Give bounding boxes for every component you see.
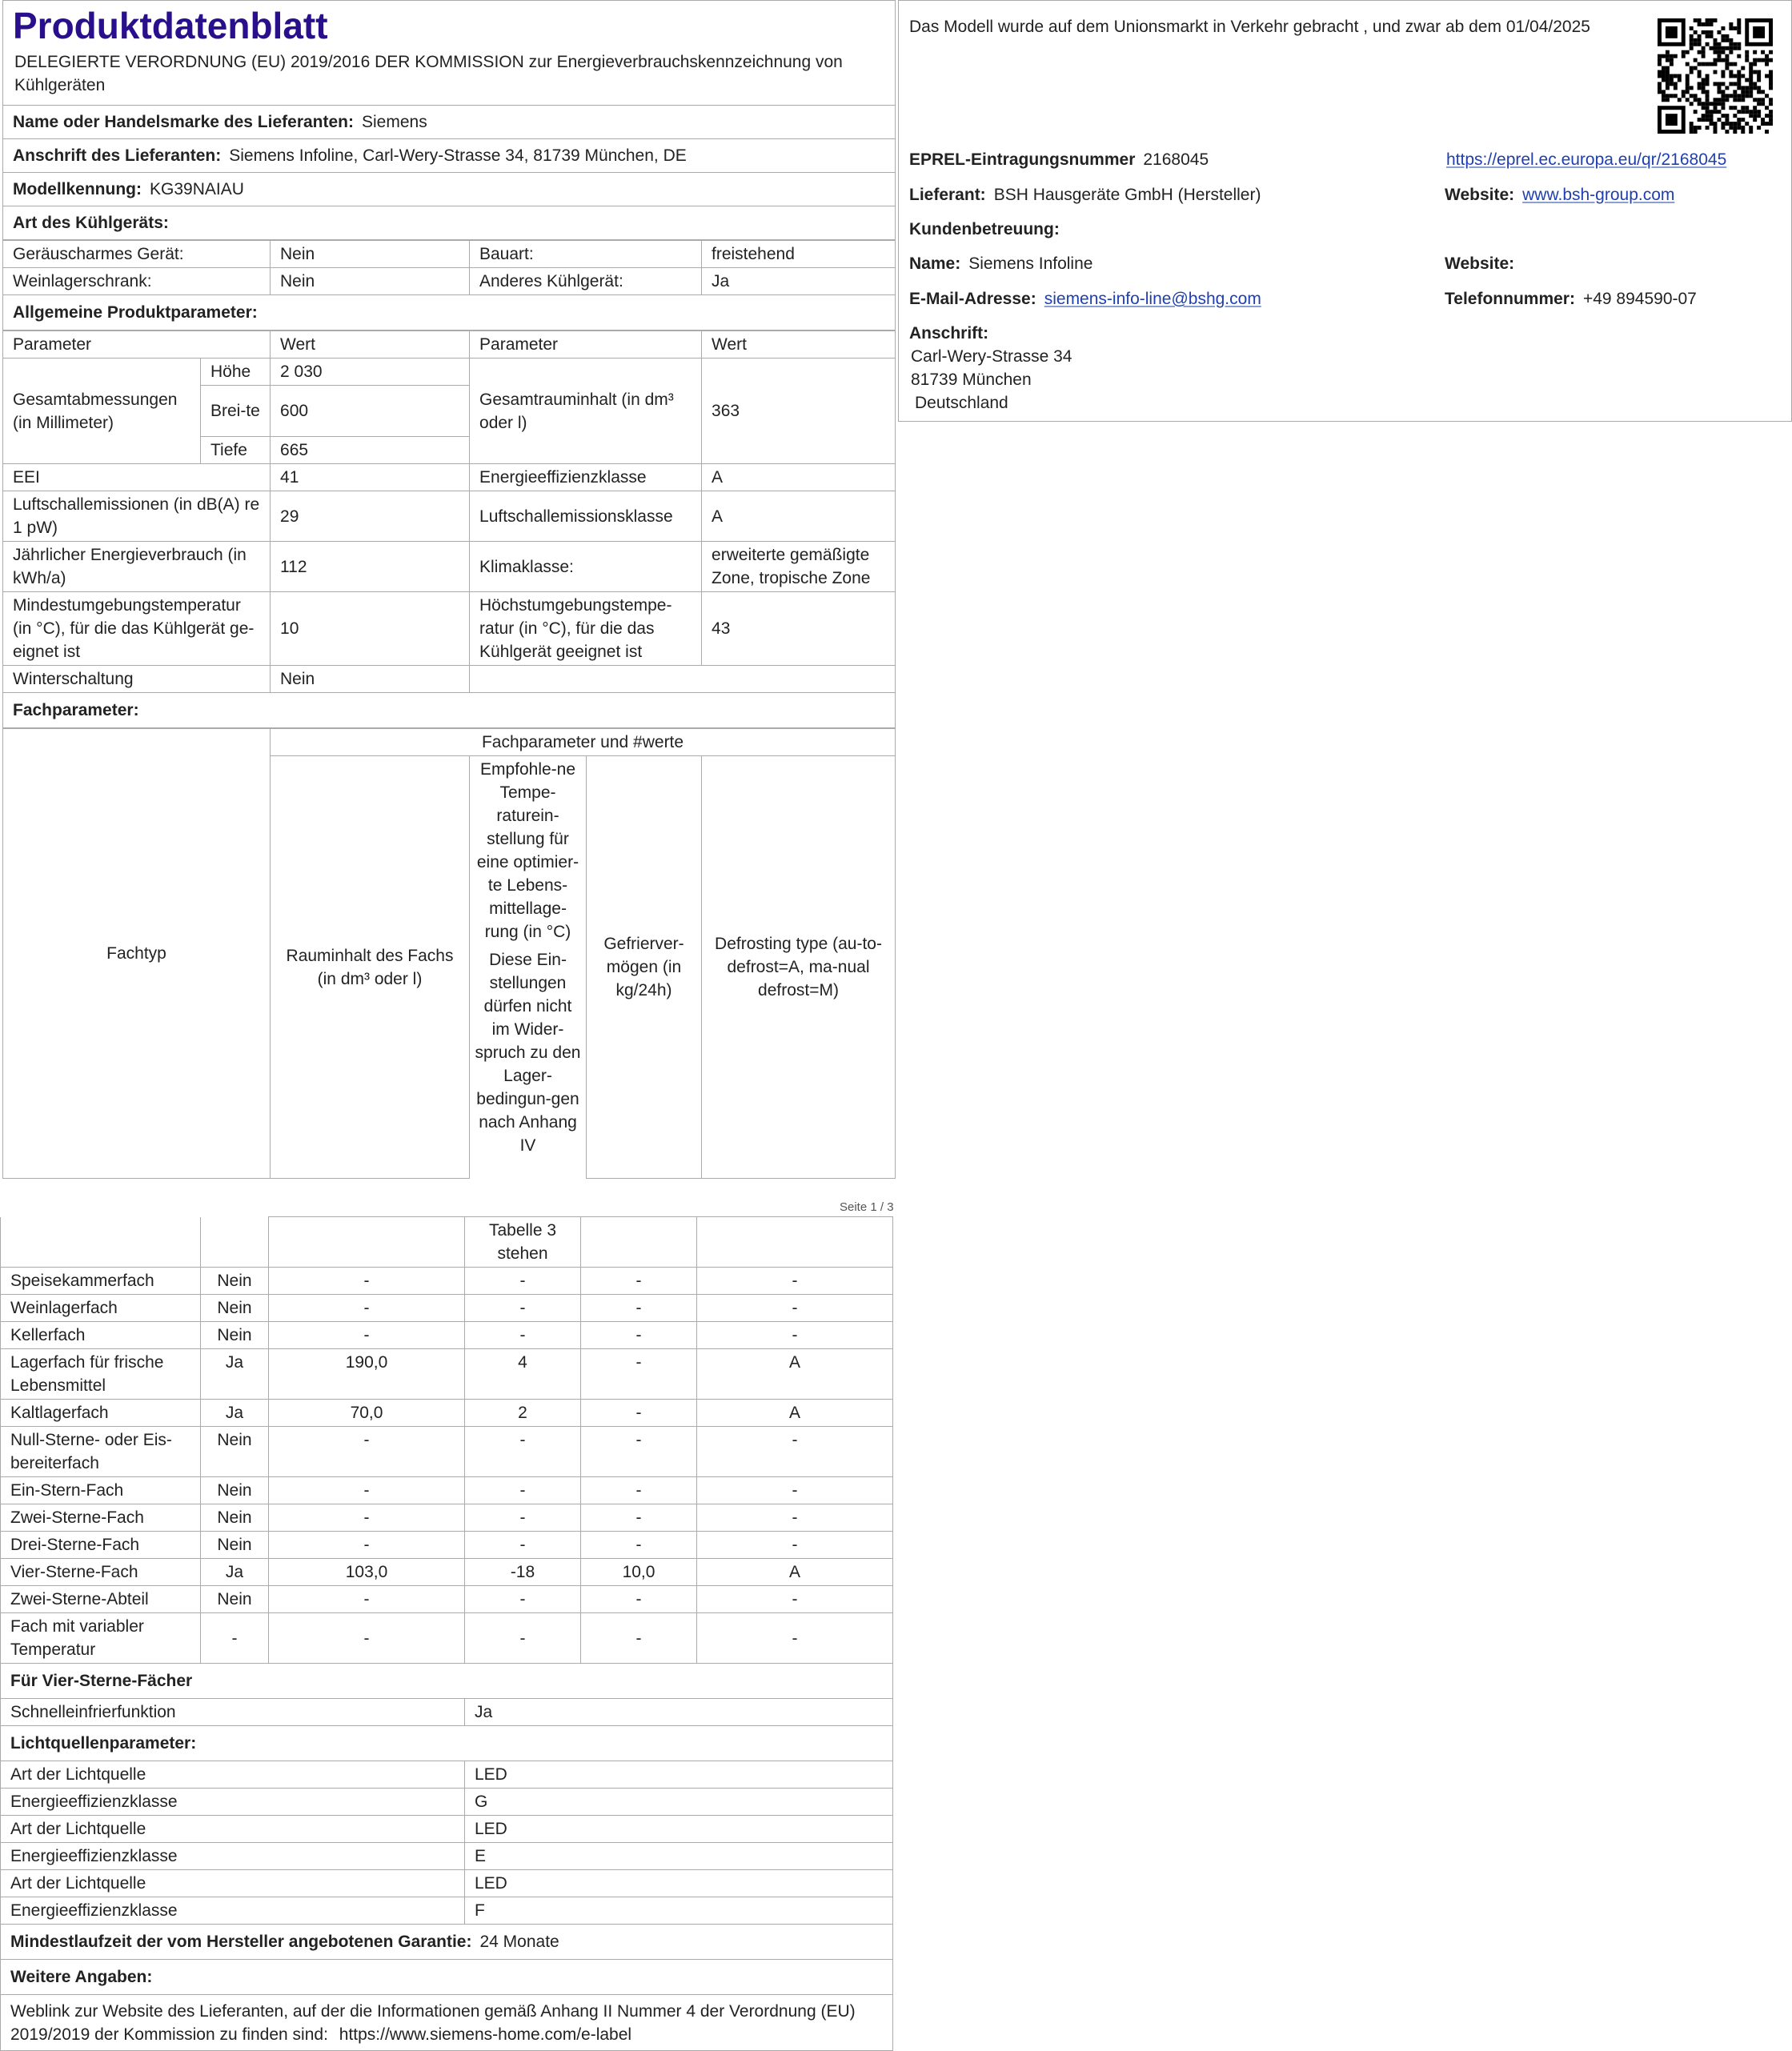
compartment-defrost: - <box>697 1295 893 1322</box>
compartment-present: Ja <box>201 1349 269 1400</box>
compartment-row <box>1 1504 893 1532</box>
energy-class-label: Energieeffizienzklasse <box>470 464 702 491</box>
compartment-defrost: - <box>697 1268 893 1295</box>
noise-value: 29 <box>271 491 470 542</box>
fast-freeze-label: Schnelleinfrierfunktion <box>1 1699 465 1726</box>
total-volume-label: Gesamtrauminhalt (in dm³ oder l) <box>470 359 702 464</box>
further-info-text: Weblink zur Website des Lieferanten, auf der die Informationen gemäß Anhang II Nummer 4 der Verordnung (EU) 2019/2019 der Kommission zu finden sind: <box>10 2001 856 2044</box>
compartment-freezing: - <box>581 1477 697 1504</box>
col-recommended-temp-c: Tabelle 3 stehen <box>465 1217 581 1268</box>
max-temp-label: Höchstumgebungstempe-ratur (in °C), für die das Kühlgerät geeignet ist <box>470 592 702 666</box>
compartment-volume: - <box>269 1477 465 1504</box>
compartment-volume: 190,0 <box>269 1349 465 1400</box>
compartment-name: Vier-Sterne-Fach <box>1 1559 201 1586</box>
regulation-text: DELEGIERTE VERORDNUNG (EU) 2019/2016 DER KOMMISSION zur Energieverbrauchskennzeichnung von Kühlgeräten <box>14 53 843 94</box>
further-info-heading: Weitere Angaben: <box>1 1960 893 1995</box>
compartment-freezing: - <box>581 1295 697 1322</box>
compartment-temp: - <box>465 1586 581 1613</box>
compartment-rows <box>1 1268 893 1664</box>
compartment-temp: - <box>465 1532 581 1559</box>
supplier-name: Siemens <box>362 113 427 131</box>
compartment-freezing: - <box>581 1268 697 1295</box>
design-label: Bauart: <box>470 241 702 268</box>
light-rows <box>1 1761 893 1925</box>
compartment-volume: - <box>269 1532 465 1559</box>
width-value: 600 <box>271 386 470 437</box>
col-defrost-type: Defrosting type (au-to-defrost=A, ma-nual defrost=M) <box>702 756 896 1179</box>
email-link[interactable]: siemens-info-line@bshg.com <box>1044 290 1261 308</box>
service-name-label: Name: <box>909 254 961 273</box>
light-row <box>1 1761 893 1789</box>
compartment-temp: -18 <box>465 1559 581 1586</box>
eprel-number: 2168045 <box>1143 150 1209 169</box>
noise-class-label: Luftschallemissionsklasse <box>470 491 702 542</box>
compartment-name: Fach mit variabler Temperatur <box>1 1613 201 1664</box>
light-param-label: Art der Lichtquelle <box>1 1761 465 1789</box>
compartment-defrost: - <box>697 1427 893 1477</box>
address-line-1: Carl-Wery-Strasse 34 <box>911 347 1072 366</box>
low-noise-label: Geräuscharmes Gerät: <box>3 241 271 268</box>
compartment-volume: - <box>269 1322 465 1349</box>
winter-switch-label: Winterschaltung <box>3 666 271 693</box>
compartment-row <box>1 1295 893 1322</box>
compartment-volume: - <box>269 1586 465 1613</box>
compartment-defrost: - <box>697 1586 893 1613</box>
compartment-row <box>1 1268 893 1295</box>
light-row <box>1 1897 893 1925</box>
header-table <box>2 0 896 240</box>
appliance-type-heading: Art des Kühlgeräts: <box>3 206 896 240</box>
light-param-label: Energieeffizienzklasse <box>1 1789 465 1816</box>
dimensions-label: Gesamtabmessungen (in Millimeter) <box>3 359 201 464</box>
light-row <box>1 1789 893 1816</box>
website-link[interactable]: www.bsh-group.com <box>1522 186 1675 204</box>
compartment-present: Ja <box>201 1400 269 1427</box>
compartment-row <box>1 1586 893 1613</box>
compartment-temp: - <box>465 1427 581 1477</box>
compartment-volume: - <box>269 1295 465 1322</box>
noise-label: Luftschallemissionen (in dB(A) re 1 pW) <box>3 491 271 542</box>
compartment-row <box>1 1427 893 1477</box>
light-param-value: LED <box>465 1816 893 1843</box>
compartment-name: Lagerfach für frische Lebensmittel <box>1 1349 201 1400</box>
email-label: E-Mail-Adresse: <box>909 290 1036 308</box>
compartment-name: Kaltlagerfach <box>1 1400 201 1427</box>
compartment-present: Nein <box>201 1504 269 1532</box>
service-name: Siemens Infoline <box>968 254 1093 273</box>
other-appliance-label: Anderes Kühlgerät: <box>470 268 702 295</box>
four-star-heading: Für Vier-Sterne-Fächer <box>1 1664 893 1699</box>
compartment-defrost: - <box>697 1477 893 1504</box>
height-label: Höhe <box>201 359 271 386</box>
compartment-temp: - <box>465 1322 581 1349</box>
eei-value: 41 <box>271 464 470 491</box>
col-value: Wert <box>271 331 470 359</box>
min-temp-label: Mindestumgebungstemperatur (in °C), für die das Kühlgerät ge-eignet ist <box>3 592 271 666</box>
compartment-present: Nein <box>201 1295 269 1322</box>
compartment-temp: - <box>465 1613 581 1664</box>
warranty-value: 24 Monate <box>479 1933 559 1951</box>
width-label: Brei-te <box>201 386 271 437</box>
compartment-freezing: - <box>581 1532 697 1559</box>
compartment-row <box>1 1322 893 1349</box>
compartment-volume: - <box>269 1427 465 1477</box>
compartment-present: Nein <box>201 1427 269 1477</box>
compartment-freezing: - <box>581 1349 697 1400</box>
compartment-temp: - <box>465 1477 581 1504</box>
design-value: freistehend <box>702 241 896 268</box>
light-row <box>1 1816 893 1843</box>
warranty-label: Mindestlaufzeit der vom Hersteller angebotenen Garantie: <box>10 1933 472 1951</box>
manufacturer-name: BSH Hausgeräte GmbH (Hersteller) <box>993 186 1261 204</box>
empty-cell <box>201 1217 269 1268</box>
col-compartment-type: Fachtyp <box>3 729 271 1179</box>
compartment-table <box>0 1216 893 2051</box>
page-title: Produktdatenblatt <box>13 5 328 46</box>
address-line-3: Deutschland <box>915 394 1008 412</box>
empty-cell <box>697 1217 893 1268</box>
qr-code-icon[interactable] <box>1658 18 1773 134</box>
compartment-freezing: - <box>581 1427 697 1477</box>
compartment-row <box>1 1559 893 1586</box>
light-param-value: F <box>465 1897 893 1925</box>
low-noise-value: Nein <box>271 241 470 268</box>
wine-cabinet-label: Weinlagerschrank: <box>3 268 271 295</box>
compartment-present: Nein <box>201 1322 269 1349</box>
phone-label: Telefonnummer: <box>1445 290 1575 308</box>
datasheet-page-2 <box>0 1216 892 2051</box>
compartment-row <box>1 1613 893 1664</box>
wine-cabinet-value: Nein <box>271 268 470 295</box>
light-param-label: Energieeffizienzklasse <box>1 1897 465 1925</box>
compartment-freezing: - <box>581 1613 697 1664</box>
compartment-freezing: - <box>581 1586 697 1613</box>
depth-value: 665 <box>271 437 470 464</box>
col-volume: Rauminhalt des Fachs (in dm³ oder l) <box>271 756 470 1179</box>
compartment-present: Nein <box>201 1532 269 1559</box>
empty-cell <box>581 1217 697 1268</box>
model-label: Modellkennung: <box>13 180 142 198</box>
compartment-name: Weinlagerfach <box>1 1295 201 1322</box>
compartment-name: Zwei-Sterne-Abteil <box>1 1586 201 1613</box>
eei-label: EEI <box>3 464 271 491</box>
fast-freeze-value: Ja <box>465 1699 893 1726</box>
compartment-row <box>1 1532 893 1559</box>
winter-switch-value: Nein <box>271 666 470 693</box>
energy-class-value: A <box>702 464 896 491</box>
col-freezing-capacity: Gefrierver-mögen (in kg/24h) <box>587 756 702 1179</box>
col-recommended-temp <box>470 756 587 1179</box>
height-value: 2 030 <box>271 359 470 386</box>
compartment-name: Speisekammerfach <box>1 1268 201 1295</box>
compartment-defrost: - <box>697 1322 893 1349</box>
eprel-link[interactable]: https://eprel.ec.europa.eu/qr/2168045 <box>1446 150 1727 169</box>
compartment-name: Kellerfach <box>1 1322 201 1349</box>
compartment-volume: - <box>269 1268 465 1295</box>
compartment-defrost: A <box>697 1559 893 1586</box>
empty-cell <box>470 666 896 693</box>
min-temp-value: 10 <box>271 592 470 666</box>
general-params-table <box>2 330 896 728</box>
compartment-temp: - <box>465 1295 581 1322</box>
compartment-row <box>1 1400 893 1427</box>
other-appliance-value: Ja <box>702 268 896 295</box>
service-website-label: Website: <box>1445 254 1515 273</box>
compartment-group-header: Fachparameter und #werte <box>271 729 896 756</box>
supplier-address-label: Anschrift des Lieferanten: <box>13 146 222 165</box>
compartment-temp: 4 <box>465 1349 581 1400</box>
market-date-text: Das Modell wurde auf dem Unionsmarkt in Verkehr gebracht , und zwar ab dem 01/04/2025 <box>909 18 1590 36</box>
col-recommended-temp-a: Empfohle-ne Tempe-raturein-stellung für eine optimier-te Lebens-mittellage-rung (in °C) <box>476 760 579 941</box>
compartment-volume: - <box>269 1613 465 1664</box>
compartment-row <box>1 1477 893 1504</box>
address-heading: Anschrift: <box>909 324 989 343</box>
compartment-defrost: - <box>697 1613 893 1664</box>
compartment-freezing: - <box>581 1322 697 1349</box>
compartment-row <box>1 1349 893 1400</box>
climate-class-label: Klimaklasse: <box>470 542 702 592</box>
compartment-present: Nein <box>201 1477 269 1504</box>
noise-class-value: A <box>702 491 896 542</box>
climate-class-value: erweiterte gemäßigte Zone, tropische Zone <box>702 542 896 592</box>
compartment-freezing: - <box>581 1504 697 1532</box>
compartment-present: Nein <box>201 1268 269 1295</box>
compartment-present: - <box>201 1613 269 1664</box>
compartment-temp: - <box>465 1268 581 1295</box>
compartment-temp: 2 <box>465 1400 581 1427</box>
energy-consumption-label: Jährlicher Energieverbrauch (in kWh/a) <box>3 542 271 592</box>
compartment-name: Null-Sterne- oder Eis-bereiterfach <box>1 1427 201 1477</box>
light-param-label: Art der Lichtquelle <box>1 1870 465 1897</box>
light-param-value: LED <box>465 1870 893 1897</box>
manufacturer-label: Lieferant: <box>909 186 986 204</box>
compartment-defrost: - <box>697 1532 893 1559</box>
compartment-name: Ein-Stern-Fach <box>1 1477 201 1504</box>
supplier-address: Siemens Infoline, Carl-Wery-Strasse 34, 81739 München, DE <box>229 146 687 165</box>
col-parameter-2: Parameter <box>470 331 702 359</box>
depth-label: Tiefe <box>201 437 271 464</box>
website-label: Website: <box>1445 186 1515 204</box>
datasheet-page-1 <box>2 0 895 1179</box>
page-number: Seite 1 / 3 <box>840 1200 894 1214</box>
compartment-volume: - <box>269 1504 465 1532</box>
eprel-label: EPREL-Eintragungsnummer <box>909 150 1136 169</box>
light-params-heading: Lichtquellenparameter: <box>1 1726 893 1761</box>
compartment-name: Drei-Sterne-Fach <box>1 1532 201 1559</box>
eprel-panel <box>898 0 1792 422</box>
compartment-name: Zwei-Sterne-Fach <box>1 1504 201 1532</box>
light-param-value: E <box>465 1843 893 1870</box>
empty-cell <box>269 1217 465 1268</box>
col-value-2: Wert <box>702 331 896 359</box>
compartment-temp: - <box>465 1504 581 1532</box>
appliance-type-table <box>2 240 896 330</box>
model-id: KG39NAIAU <box>150 180 244 198</box>
compartment-present: Ja <box>201 1559 269 1586</box>
compartment-defrost: A <box>697 1349 893 1400</box>
compartment-volume: 103,0 <box>269 1559 465 1586</box>
compartment-volume: 70,0 <box>269 1400 465 1427</box>
light-row <box>1 1870 893 1897</box>
total-volume-value: 363 <box>702 359 896 464</box>
empty-cell <box>1 1217 201 1268</box>
compartment-header-table <box>2 728 896 1179</box>
light-param-value: LED <box>465 1761 893 1789</box>
energy-consumption-value: 112 <box>271 542 470 592</box>
address-line-2: 81739 München <box>911 371 1032 389</box>
compartment-freezing: 10,0 <box>581 1559 697 1586</box>
supplier-weblink[interactable]: https://www.siemens-home.com/e-label <box>339 2025 632 2044</box>
phone-number: +49 894590-07 <box>1582 290 1697 308</box>
col-recommended-temp-b: Diese Ein-stellungen dürfen nicht im Wider-spruch zu den Lager-bedingun-gen nach Anhang IV <box>475 951 581 1155</box>
max-temp-value: 43 <box>702 592 896 666</box>
general-params-heading: Allgemeine Produktparameter: <box>3 295 896 330</box>
compartment-params-heading: Fachparameter: <box>3 693 896 728</box>
col-parameter: Parameter <box>3 331 271 359</box>
compartment-defrost: A <box>697 1400 893 1427</box>
compartment-defrost: - <box>697 1504 893 1532</box>
light-param-value: G <box>465 1789 893 1816</box>
light-row <box>1 1843 893 1870</box>
light-param-label: Energieeffizienzklasse <box>1 1843 465 1870</box>
supplier-name-label: Name oder Handelsmarke des Lieferanten: <box>13 113 354 131</box>
compartment-present: Nein <box>201 1586 269 1613</box>
customer-service-heading: Kundenbetreuung: <box>909 220 1060 238</box>
light-param-label: Art der Lichtquelle <box>1 1816 465 1843</box>
compartment-freezing: - <box>581 1400 697 1427</box>
